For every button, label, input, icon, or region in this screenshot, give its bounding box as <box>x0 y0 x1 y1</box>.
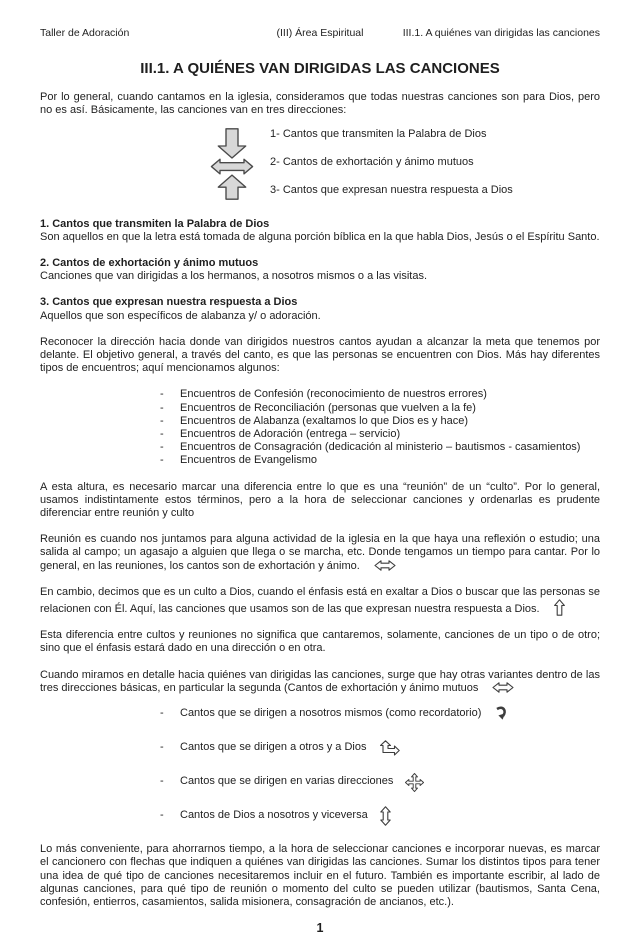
section-1 <box>40 218 600 244</box>
list-item-label: Encuentros de Evangelismo <box>180 454 317 467</box>
list-bullet: - <box>160 414 164 427</box>
list-item-label: Cantos que se dirigen a nosotros mismos (como recordatorio) <box>180 707 482 720</box>
section-body: Aquellos que son específicos de alabanza y/ o adoración. <box>40 309 321 322</box>
up-down-arrow-icon <box>380 806 391 826</box>
list-bullet: - <box>160 401 164 414</box>
list-item <box>160 388 600 401</box>
list-bullet: - <box>160 454 164 467</box>
page-number: 1 <box>316 921 324 935</box>
page-title: III.1. A QUIÉNES VAN DIRIGIDAS LAS CANCIONES <box>140 60 500 78</box>
list-item-label: Encuentros de Confesión (reconocimiento de nuestros errores) <box>180 388 487 401</box>
list-item-label: Encuentros de Reconciliación (personas que vuelven a la fe) <box>180 401 476 414</box>
left-right-arrow-icon <box>211 159 252 174</box>
list-item-label: Encuentros de Alabanza (exaltamos lo que Dios es y hace) <box>180 414 468 427</box>
variantes-list <box>160 697 600 833</box>
header-center: (III) Área Espiritual <box>276 27 364 39</box>
encuentros-list <box>160 388 600 467</box>
paragraph-diferencia: Esta diferencia entre cultos y reuniones no significa que cantaremos, solamente, canciones de un tipo o de otro; sino que el énfasis estará dado en una dirección o en otra. <box>40 629 600 655</box>
paragraph-reconocer: Reconocer la dirección hacia donde van dirigidos nuestros cantos ayudan a alcanzar la meta que tenemos por delante. El objetivo general, a través del canto, es que las personas se encuentren con Dios. Más hay diferentes tipos de encuentros; aquí mencionamos algunos: <box>40 335 600 375</box>
paragraph-reunion <box>40 533 600 573</box>
up-right-arrow-icon <box>379 740 400 757</box>
list-item <box>160 697 600 731</box>
list-bullet: - <box>160 809 164 822</box>
page-header <box>40 27 600 40</box>
curved-arrow-icon <box>493 706 508 722</box>
down-arrow-icon <box>218 128 245 157</box>
paragraph-detalle <box>40 669 600 695</box>
section-body: Canciones que van dirigidas a los hermanos, a nosotros mismos o a las visitas. <box>40 270 428 283</box>
left-right-arrow-icon <box>374 560 396 571</box>
list-item <box>160 402 600 415</box>
paragraph-text: Reunión es cuando nos juntamos para alguna actividad de la iglesia en la que haya una reflexión o estudio; una salida al campo; un agasajo a alguien que llega o se marcha, etc. Donde tengamos un tiempo para cantar. Por lo general, en las reuniones, los cantos son de exhortación y ánimo. <box>40 533 600 572</box>
section-heading: 1. Cantos que transmiten la Palabra de Dios <box>40 217 270 230</box>
section-3 <box>40 296 600 322</box>
list-item <box>160 415 600 428</box>
direction-item: 2- Cantos de exhortación y ánimo mutuos <box>270 156 474 168</box>
paragraph-text: En cambio, decimos que es un culto a Dios, cuando el énfasis está en exaltar a Dios o buscar que las personas se relacionen con Él. Aquí, las canciones que usamos son de las que expresan nuestra respuesta a Dios. <box>40 585 600 616</box>
list-item-label: Encuentros de Consagración (dedicación al ministerio – bautismos - casamientos) <box>180 441 581 454</box>
list-bullet: - <box>160 388 164 401</box>
list-bullet: - <box>160 707 164 720</box>
direction-item: 1- Cantos que transmiten la Palabra de Dios <box>270 127 487 140</box>
up-arrow-icon <box>218 175 245 199</box>
header-right: III.1. A quiénes van dirigidas las canciones <box>402 27 600 39</box>
paragraph-altura: A esta altura, es necesario marcar una diferencia entre lo que es una “reunión” de un “culto”. Por lo general, usamos indistintamente estos términos, pero a la hora de seleccionar canciones y ordenarlas es prudente diferenciar entre reunión y culto <box>40 480 600 520</box>
list-bullet: - <box>160 428 164 441</box>
list-bullet: - <box>160 441 164 454</box>
list-item <box>160 441 600 454</box>
section-body: Son aquellos en que la letra está tomada de alguna porción bíblica en la que habla Dios, Jesús o el Espíritu Santo. <box>40 230 600 243</box>
directions-diagram <box>208 122 600 206</box>
header-left: Taller de Adoración <box>40 27 130 39</box>
direction-item: 3- Cantos que expresan nuestra respuesta a Dios <box>270 184 513 197</box>
intro-paragraph: Por lo general, cuando cantamos en la iglesia, consideramos que todas nuestras canciones son para Dios, pero no es así. Básicamente, las canciones van en tres direcciones: <box>40 91 600 117</box>
section-2 <box>40 257 600 283</box>
section-heading: 2. Cantos de exhortación y ánimo mutuos <box>40 257 259 270</box>
arrow-cluster-icon <box>208 122 256 206</box>
directions-list <box>270 122 513 206</box>
list-bullet: - <box>160 775 164 788</box>
list-item-label: Encuentros de Adoración (entrega – servicio) <box>180 428 401 441</box>
list-item <box>160 799 600 833</box>
section-heading: 3. Cantos que expresan nuestra respuesta a Dios <box>40 296 298 309</box>
list-item-label: Cantos que se dirigen a otros y a Dios <box>180 741 367 754</box>
list-bullet: - <box>160 741 164 754</box>
four-way-arrow-icon <box>405 773 424 792</box>
paragraph-cambio <box>40 586 600 616</box>
list-item <box>160 454 600 467</box>
list-item-label: Cantos de Dios a nosotros y viceversa <box>180 809 368 822</box>
up-arrow-icon <box>554 599 565 616</box>
list-item <box>160 765 600 799</box>
paragraph-text: Cuando miramos en detalle hacia quiénes van dirigidas las canciones, surge que hay otras variantes dentro de las tres direcciones básicas, en particular la segunda (Cantos de exhortación y ánimo mutuos <box>40 668 600 694</box>
list-item-label: Cantos que se dirigen en varias direcciones <box>180 775 394 788</box>
left-right-arrow-icon <box>492 682 514 693</box>
list-item <box>160 731 600 765</box>
paragraph-final: Lo más conveniente, para ahorrarnos tiempo, a la hora de seleccionar canciones e incorporar nuevas, es marcar el cancionero con flechas que indiquen a quiénes van dirigidas las canciones. Sumar los distintos tipos para tener una idea de qué tipo de canciones necesitaremos incluir en el futuro. También es importante escribir, al lado de algunas canciones, para qué tipo de reunión o momento del culto se pueden utilizar (bautismos, Santa Cena, confesión, entierros, casamientos, salida misionera, consagración de ancianos, etc.). <box>40 843 600 908</box>
list-item <box>160 428 600 441</box>
